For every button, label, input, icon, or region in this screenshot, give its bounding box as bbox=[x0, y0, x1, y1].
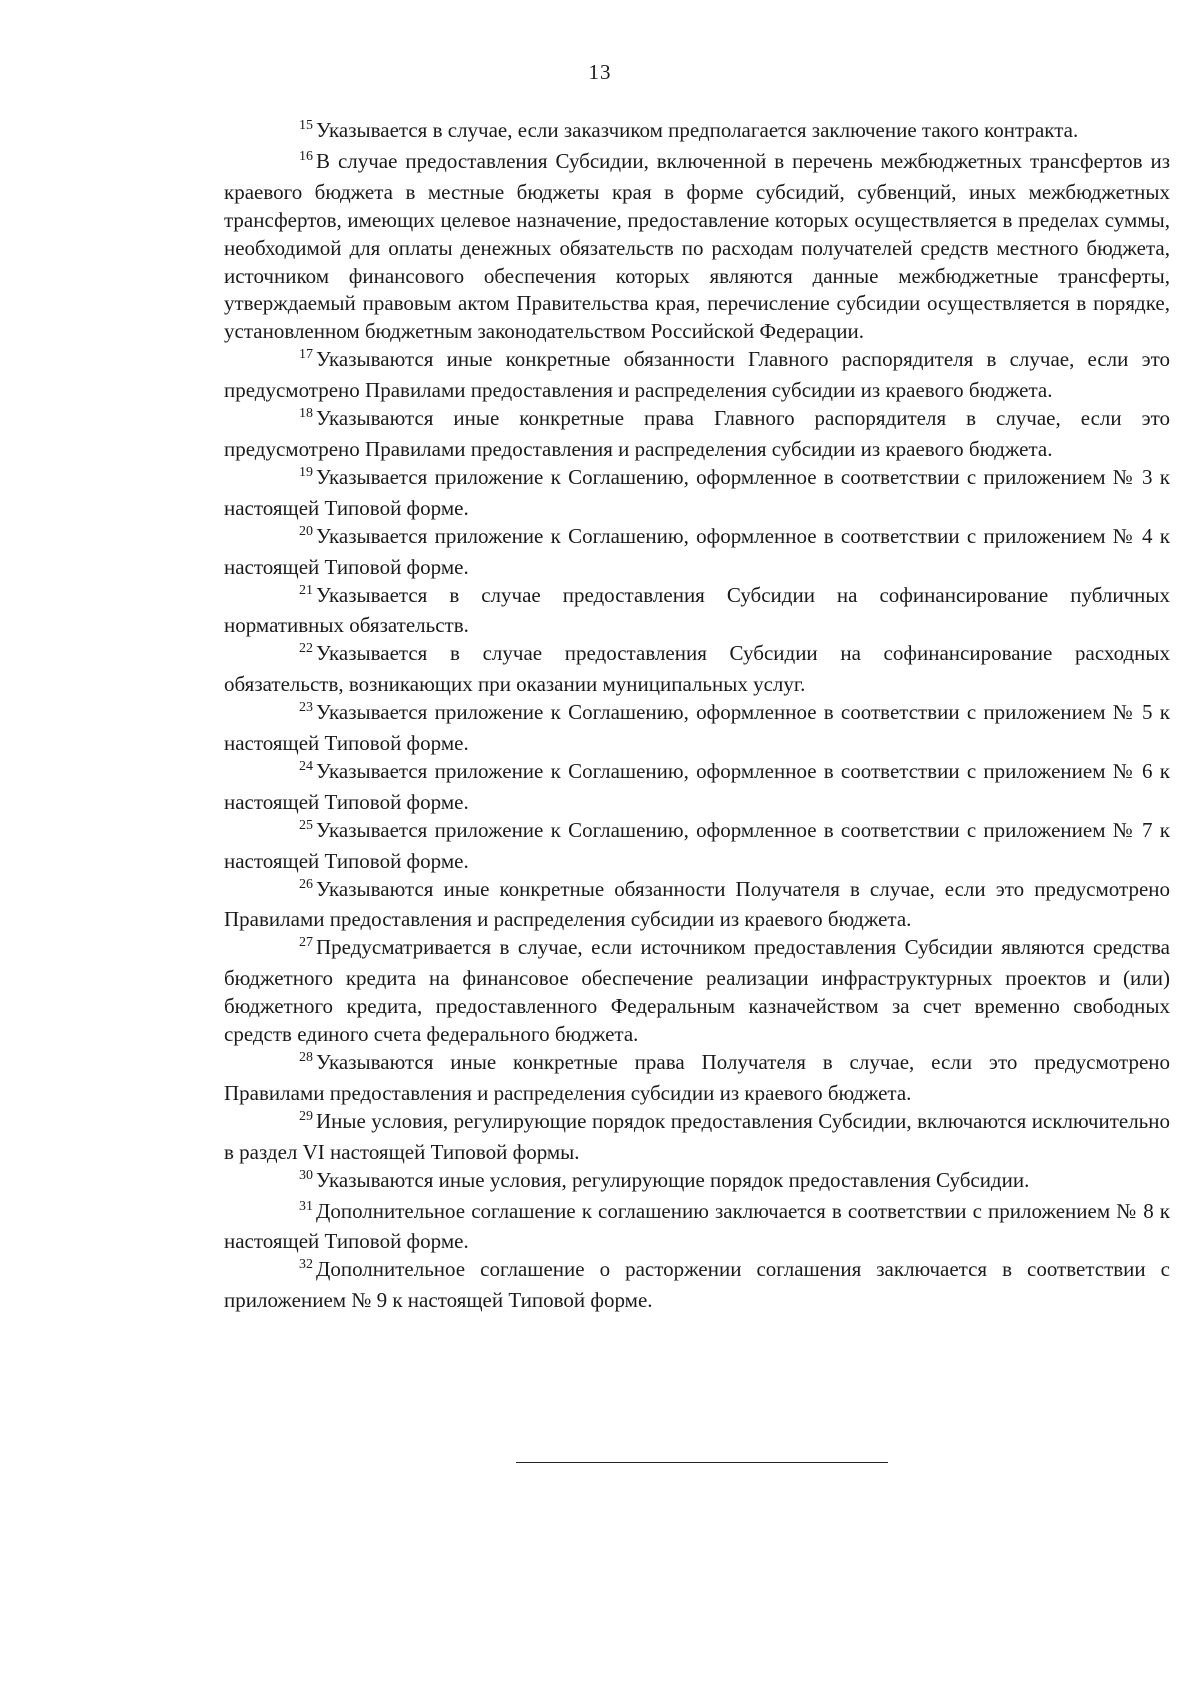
footnote-number: 32 bbox=[299, 1257, 313, 1273]
footnote-number: 31 bbox=[299, 1198, 313, 1214]
footnote-number: 26 bbox=[299, 876, 313, 892]
footnote-text: Указывается приложение к Соглашению, оформленное в соответствии с приложением № 3 к настоящей Типовой форме. bbox=[224, 464, 1170, 520]
footnote bbox=[224, 1108, 1170, 1167]
footnote bbox=[224, 405, 1170, 464]
footnote-text: В случае предоставления Субсидии, включенной в перечень межбюджетных трансфертов из краевого бюджета в местные бюджеты края в форме субсидий, субвенций, иных межбюджетных трансфертов, имеющих целевое назначение, предоставление которых осуществляется в пределах суммы, необходимой для оплаты денежных обязательств по расходам получателей средств местного бюджета, источником финансового обеспечения которых являются данные межбюджетные трансферты, утверждаемый правовым актом Правительства края, перечисление субсидии осуществляется в порядке, установленном бюджетным законодательством Российской Федерации. bbox=[224, 148, 1170, 344]
footnote-text: Дополнительное соглашение к соглашению заключается в соответствии с приложением № 8 к настоящей Типовой форме. bbox=[224, 1198, 1170, 1254]
footnote-number: 19 bbox=[299, 464, 313, 480]
footnote bbox=[224, 148, 1170, 346]
end-of-document-rule bbox=[516, 1462, 888, 1463]
footnote-text: Указывается в случае предоставления Субсидии на софинансирование расходных обязательств, возникающих при оказании муниципальных услуг. bbox=[224, 641, 1170, 697]
footnote-text: Указываются иные условия, регулирующие порядок предоставления Субсидии. bbox=[316, 1167, 1030, 1192]
footnote bbox=[224, 699, 1170, 758]
footnote-number: 18 bbox=[299, 406, 313, 422]
footnote-number: 24 bbox=[299, 758, 313, 774]
footnote bbox=[224, 640, 1170, 699]
footnote-text: Дополнительное соглашение о расторжении соглашения заключается в соответствии с приложением № 9 к настоящей Типовой форме. bbox=[224, 1257, 1170, 1313]
footnote-text: Иные условия, регулирующие порядок предоставления Субсидии, включаются исключительно в раздел VI настоящей Типовой формы. bbox=[224, 1108, 1170, 1164]
footnote bbox=[224, 934, 1170, 1049]
footnote-text: Указываются иные конкретные права Получателя в случае, если это предусмотрено Правилами предоставления и распределения субсидии из краевого бюджета. bbox=[224, 1050, 1170, 1105]
footnote bbox=[224, 464, 1170, 523]
footnote-number: 20 bbox=[299, 523, 313, 539]
footnote-text: Указывается в случае, если заказчиком предполагается заключение такого контракта. bbox=[316, 118, 1079, 142]
footnote bbox=[224, 346, 1170, 405]
footnote bbox=[224, 1049, 1170, 1108]
footnote bbox=[224, 582, 1170, 641]
footnote-number: 29 bbox=[299, 1108, 313, 1124]
footnote-number: 30 bbox=[299, 1167, 313, 1183]
footnote-text: Указывается приложение к Соглашению, оформленное в соответствии с приложением № 4 к настоящей Типовой форме. bbox=[224, 523, 1170, 579]
footnote-number: 25 bbox=[299, 817, 313, 833]
footnote-number: 21 bbox=[299, 582, 313, 598]
footnote-number: 16 bbox=[299, 148, 313, 164]
footnote-text: Указываются иные конкретные обязанности Получателя в случае, если это предусмотрено Правилами предоставления и распределения субсидии из краевого бюджета. bbox=[224, 876, 1170, 932]
footnote bbox=[224, 1256, 1170, 1315]
footnote-text: Указываются иные конкретные обязанности Главного распорядителя в случае, если это предусмотрено Правилами предоставления и распределения субсидии из краевого бюджета. bbox=[224, 347, 1170, 403]
footnote-text: Указывается приложение к Соглашению, оформленное в соответствии с приложением № 7 к настоящей Типовой форме. bbox=[224, 817, 1170, 873]
footnote-text: Указываются иные конкретные права Главного распорядителя в случае, если это предусмотрено Правилами предоставления и распределения субсидии из краевого бюджета. bbox=[224, 406, 1170, 461]
footnote bbox=[224, 758, 1170, 817]
footnotes-list bbox=[224, 117, 1170, 1315]
footnote-number: 15 bbox=[299, 118, 313, 133]
footnote-number: 23 bbox=[299, 700, 313, 716]
page-number: 13 bbox=[588, 60, 612, 84]
footnote bbox=[224, 876, 1170, 935]
footnote bbox=[224, 523, 1170, 582]
footnote-text: Указывается в случае предоставления Субсидии на софинансирование публичных нормативных обязательств. bbox=[224, 582, 1170, 638]
footnote-number: 17 bbox=[299, 347, 313, 363]
footnote-number: 28 bbox=[299, 1050, 313, 1065]
footnote-number: 27 bbox=[299, 935, 313, 951]
footnote bbox=[224, 1198, 1170, 1257]
footnote-text: Предусматривается в случае, если источником предоставления Субсидии являются средства бюджетного кредита на финансовое обеспечение реализации инфраструктурных проектов и (или) бюджетного кредита, предоставленного Федеральным казначейством за счет временно свободных средств единого счета федерального бюджета. bbox=[224, 935, 1170, 1047]
footnote-text: Указывается приложение к Соглашению, оформленное в соответствии с приложением № 6 к настоящей Типовой форме. bbox=[224, 758, 1170, 814]
footnote bbox=[224, 117, 1170, 148]
footnote-text: Указывается приложение к Соглашению, оформленное в соответствии с приложением № 5 к настоящей Типовой форме. bbox=[224, 700, 1170, 756]
footnote bbox=[224, 817, 1170, 876]
footnote bbox=[224, 1167, 1170, 1198]
footnote-number: 22 bbox=[299, 641, 313, 657]
